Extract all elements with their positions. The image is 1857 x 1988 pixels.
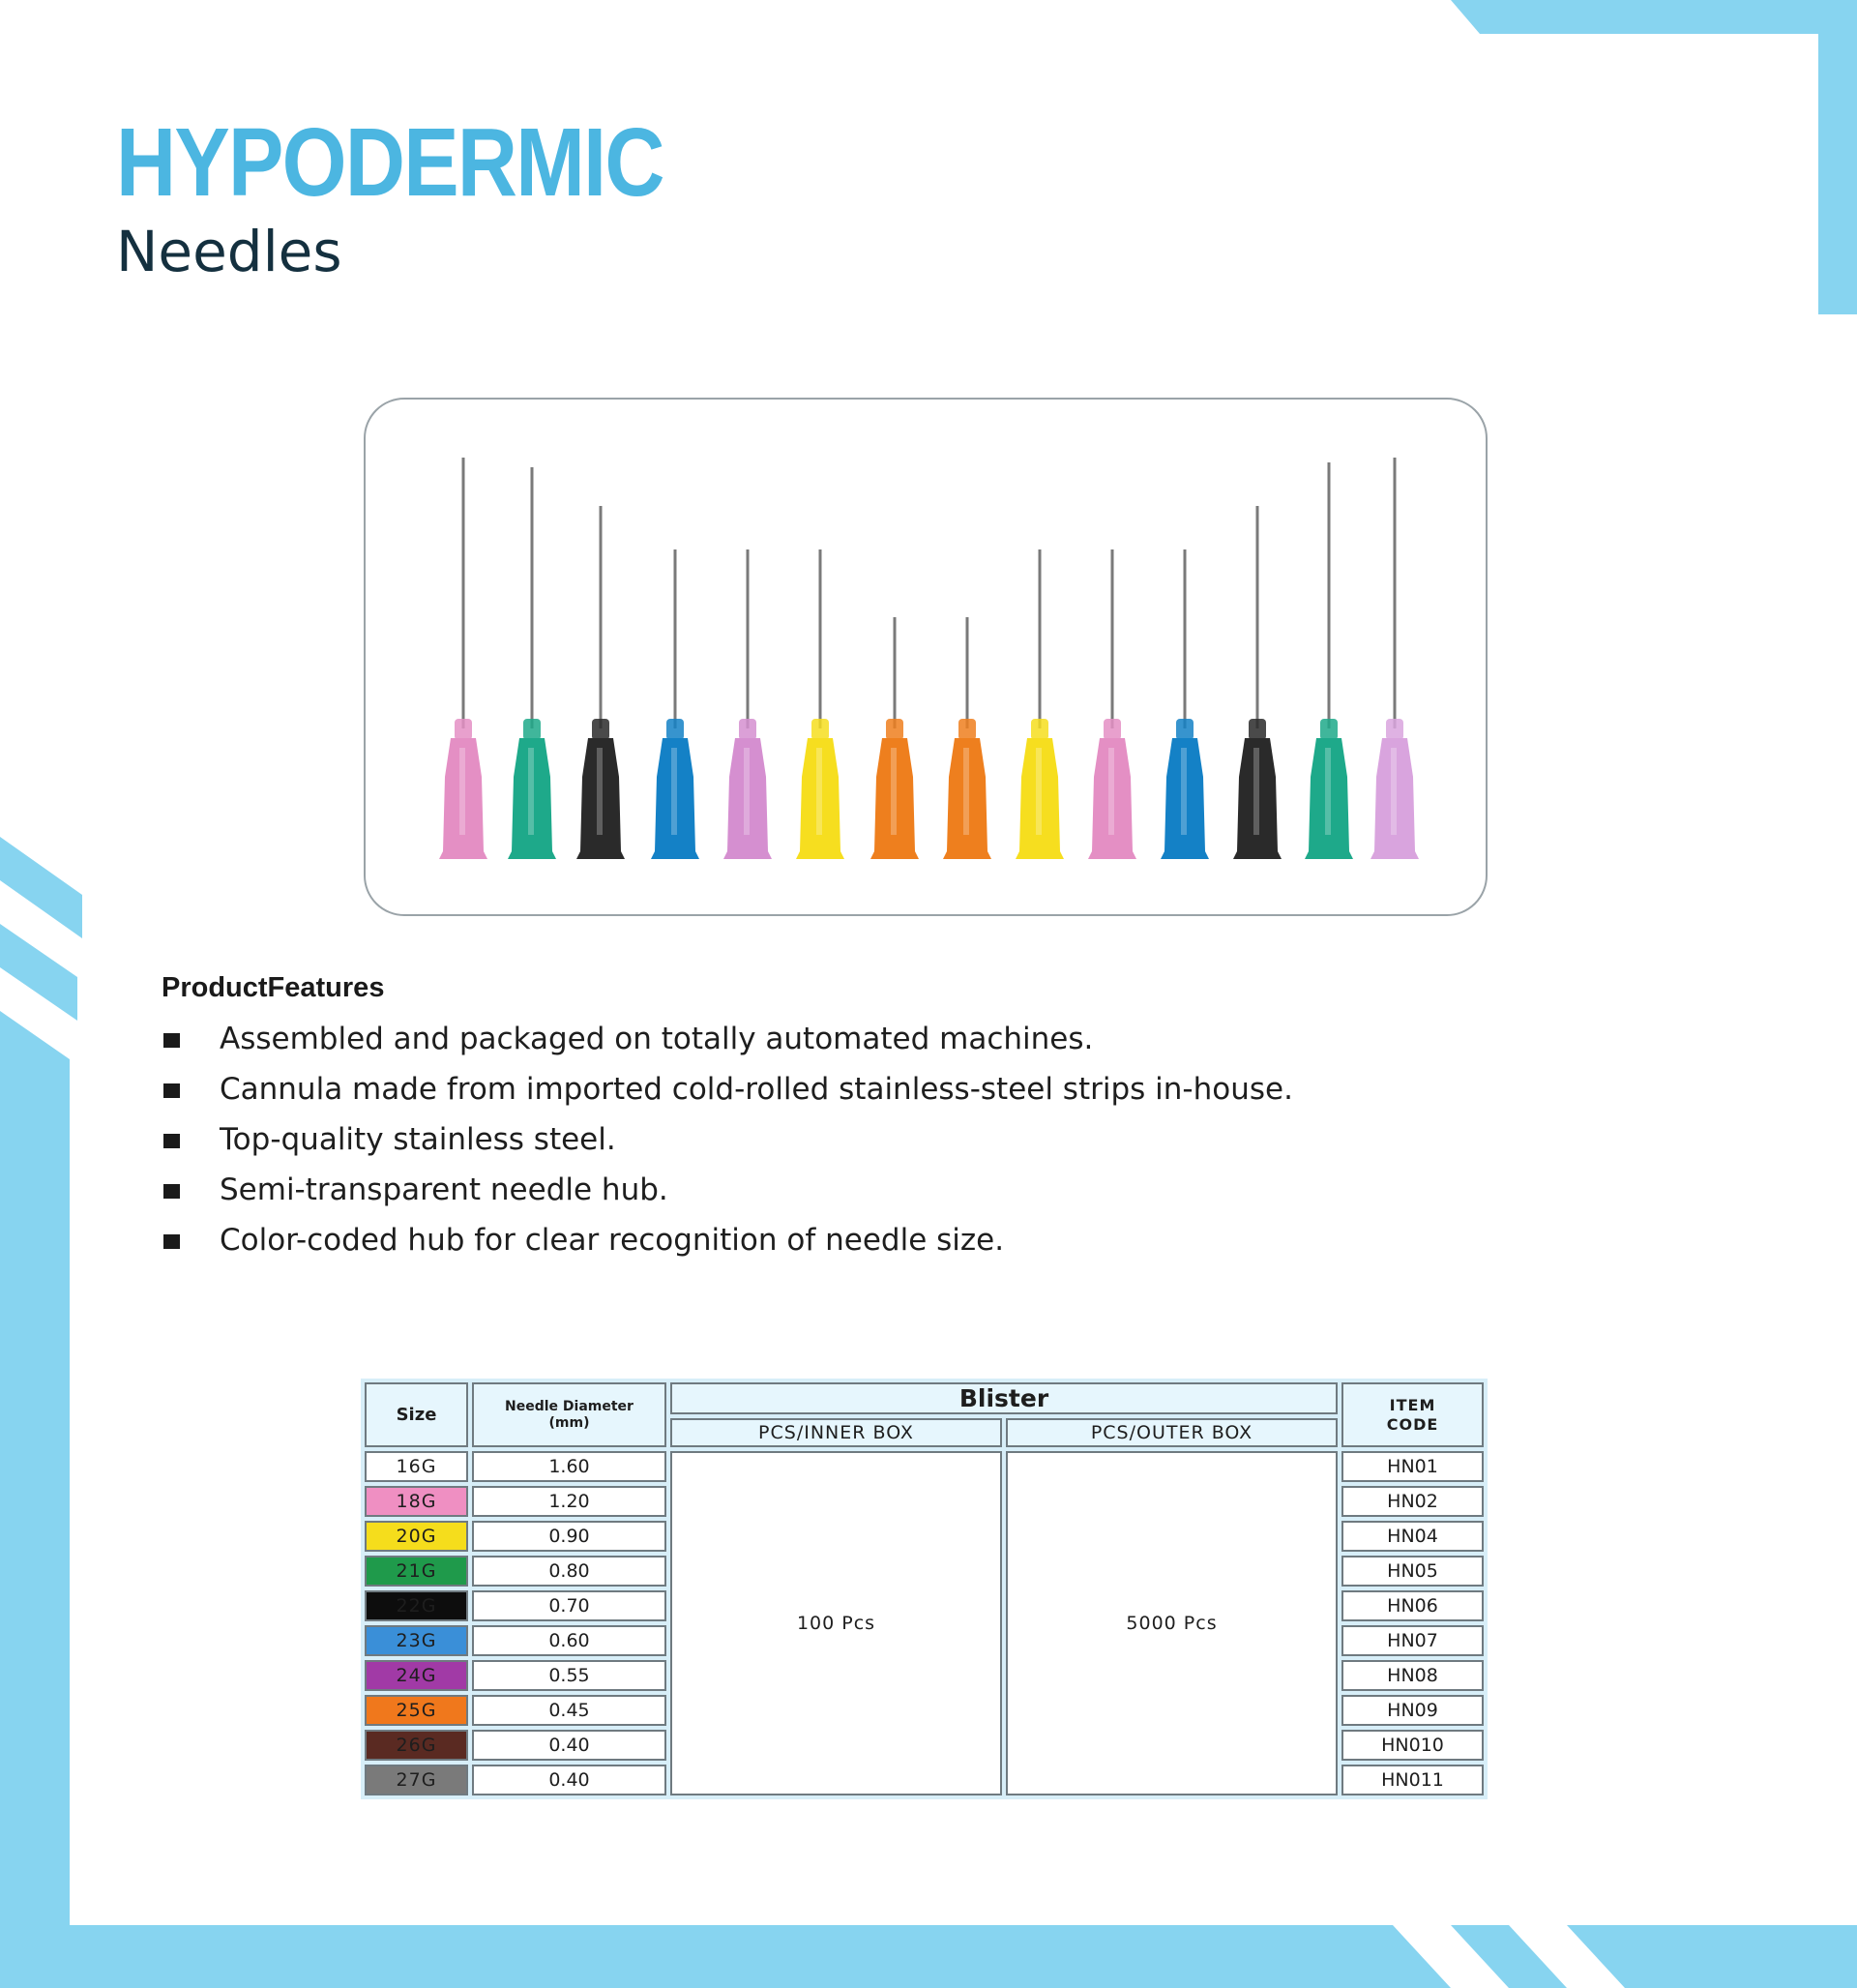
cell-diameter: 0.40 <box>472 1765 666 1795</box>
needle-hub-neck <box>592 719 609 740</box>
needle-hub-highlight <box>671 748 677 835</box>
needle-hub-neck <box>1104 719 1121 740</box>
cell-item-code: HN08 <box>1341 1660 1484 1691</box>
needle-hub-highlight <box>1036 748 1042 835</box>
cell-size: 16G <box>365 1451 468 1482</box>
cell-size: 26G <box>365 1730 468 1761</box>
bullet-square-icon <box>163 1033 180 1048</box>
cell-size: 22G <box>365 1590 468 1621</box>
needle-hub-highlight <box>528 748 534 835</box>
needle <box>723 549 772 859</box>
left-stripe-1 <box>0 837 82 938</box>
needle-hub-neck <box>811 719 829 740</box>
cell-diameter: 0.70 <box>472 1590 666 1621</box>
header-diameter-line2: (mm) <box>548 1414 590 1431</box>
header-size: Size <box>365 1382 468 1447</box>
cell-size: 24G <box>365 1660 468 1691</box>
needle <box>508 467 556 859</box>
needle <box>796 549 844 859</box>
needle <box>576 506 625 859</box>
header-item-line1: ITEM <box>1389 1395 1436 1414</box>
cell-item-code: HN01 <box>1341 1451 1484 1482</box>
needle-hub-highlight <box>816 748 822 835</box>
feature-text: Cannula made from imported cold-rolled stainless-steel strips in-house. <box>220 1072 1293 1107</box>
header-diameter-line1: Needle Diameter <box>505 1398 634 1414</box>
cell-diameter: 0.60 <box>472 1625 666 1656</box>
page-subtitle: Needles <box>116 219 342 284</box>
table-row <box>365 1451 1484 1482</box>
needle-hub-neck <box>1249 719 1266 740</box>
cell-inner-box: 100 Pcs <box>670 1451 1002 1795</box>
feature-item <box>162 1014 1293 1064</box>
needle <box>1088 549 1136 859</box>
needle-hub-neck <box>455 719 472 740</box>
cell-size: 21G <box>365 1556 468 1587</box>
header-item-code <box>1341 1382 1484 1447</box>
needle-hub-highlight <box>1325 748 1331 835</box>
top-right-frame <box>1451 0 1857 314</box>
header-diameter <box>472 1382 666 1447</box>
cell-diameter: 1.20 <box>472 1486 666 1517</box>
needle-hub-neck <box>886 719 903 740</box>
needle-hub-highlight <box>459 748 465 835</box>
right-edge-strip <box>1838 1732 1857 1925</box>
needle-hub-highlight <box>1181 748 1187 835</box>
cell-diameter: 0.55 <box>472 1660 666 1691</box>
needle-photo <box>366 400 1489 918</box>
page-title: HYPODERMIC <box>116 108 663 217</box>
needle-hub-neck <box>958 719 976 740</box>
features-list <box>162 1014 1293 1265</box>
needle <box>870 617 919 859</box>
cell-diameter: 0.40 <box>472 1730 666 1761</box>
cell-item-code: HN02 <box>1341 1486 1484 1517</box>
cell-item-code: HN010 <box>1341 1730 1484 1761</box>
cell-size: 25G <box>365 1695 468 1726</box>
needle-photo-frame <box>364 398 1488 916</box>
feature-text: Assembled and packaged on totally automated machines. <box>220 1022 1094 1056</box>
needle-hub-neck <box>1320 719 1338 740</box>
bullet-square-icon <box>163 1234 180 1249</box>
header-outer-box: PCS/OUTER BOX <box>1006 1418 1338 1447</box>
needle <box>1233 506 1282 859</box>
feature-text: Top-quality stainless steel. <box>220 1122 616 1157</box>
needle-hub-highlight <box>744 748 750 835</box>
bullet-square-icon <box>163 1083 180 1098</box>
header-item-line2: CODE <box>1386 1414 1439 1434</box>
table-body <box>365 1451 1484 1795</box>
needle-hub-neck <box>523 719 541 740</box>
cell-item-code: HN07 <box>1341 1625 1484 1656</box>
needle-hub-neck <box>666 719 684 740</box>
feature-item <box>162 1165 1293 1215</box>
cell-diameter: 0.80 <box>472 1556 666 1587</box>
cell-diameter: 1.60 <box>472 1451 666 1482</box>
left-side-bar <box>0 1011 70 1925</box>
needle <box>651 549 699 859</box>
needle-hub-highlight <box>1253 748 1259 835</box>
spec-table <box>361 1379 1488 1799</box>
features-heading: ProductFeatures <box>162 972 385 1003</box>
needle-hub-highlight <box>891 748 897 835</box>
cell-outer-box: 5000 Pcs <box>1006 1451 1338 1795</box>
needle <box>439 458 487 859</box>
needle-hub-neck <box>1176 719 1194 740</box>
header-blister: Blister <box>670 1382 1338 1414</box>
left-stripe-2 <box>0 924 77 1021</box>
cell-diameter: 0.90 <box>472 1521 666 1552</box>
header-inner-box: PCS/INNER BOX <box>670 1418 1002 1447</box>
needle-hub-neck <box>1031 719 1048 740</box>
feature-item <box>162 1114 1293 1165</box>
cell-item-code: HN09 <box>1341 1695 1484 1726</box>
needle <box>1016 549 1064 859</box>
cell-item-code: HN04 <box>1341 1521 1484 1552</box>
needle <box>1305 462 1353 859</box>
feature-text: Semi-transparent needle hub. <box>220 1172 668 1207</box>
needle <box>943 617 991 859</box>
feature-item <box>162 1064 1293 1114</box>
cell-item-code: HN06 <box>1341 1590 1484 1621</box>
needle-hub-highlight <box>597 748 603 835</box>
bullet-square-icon <box>163 1184 180 1199</box>
cell-size: 18G <box>365 1486 468 1517</box>
needle <box>1371 458 1419 859</box>
needle-hub-highlight <box>1391 748 1397 835</box>
feature-item <box>162 1215 1293 1265</box>
cell-item-code: HN05 <box>1341 1556 1484 1587</box>
cell-diameter: 0.45 <box>472 1695 666 1726</box>
needle-hub-neck <box>1386 719 1403 740</box>
cell-size: 20G <box>365 1521 468 1552</box>
cell-size: 27G <box>365 1765 468 1795</box>
needle-hub-highlight <box>1108 748 1114 835</box>
needle-hub-highlight <box>963 748 969 835</box>
bullet-square-icon <box>163 1134 180 1148</box>
needle <box>1161 549 1209 859</box>
cell-size: 23G <box>365 1625 468 1656</box>
feature-text: Color-coded hub for clear recognition of needle size. <box>220 1223 1005 1258</box>
cell-item-code: HN011 <box>1341 1765 1484 1795</box>
needle-hub-neck <box>739 719 756 740</box>
